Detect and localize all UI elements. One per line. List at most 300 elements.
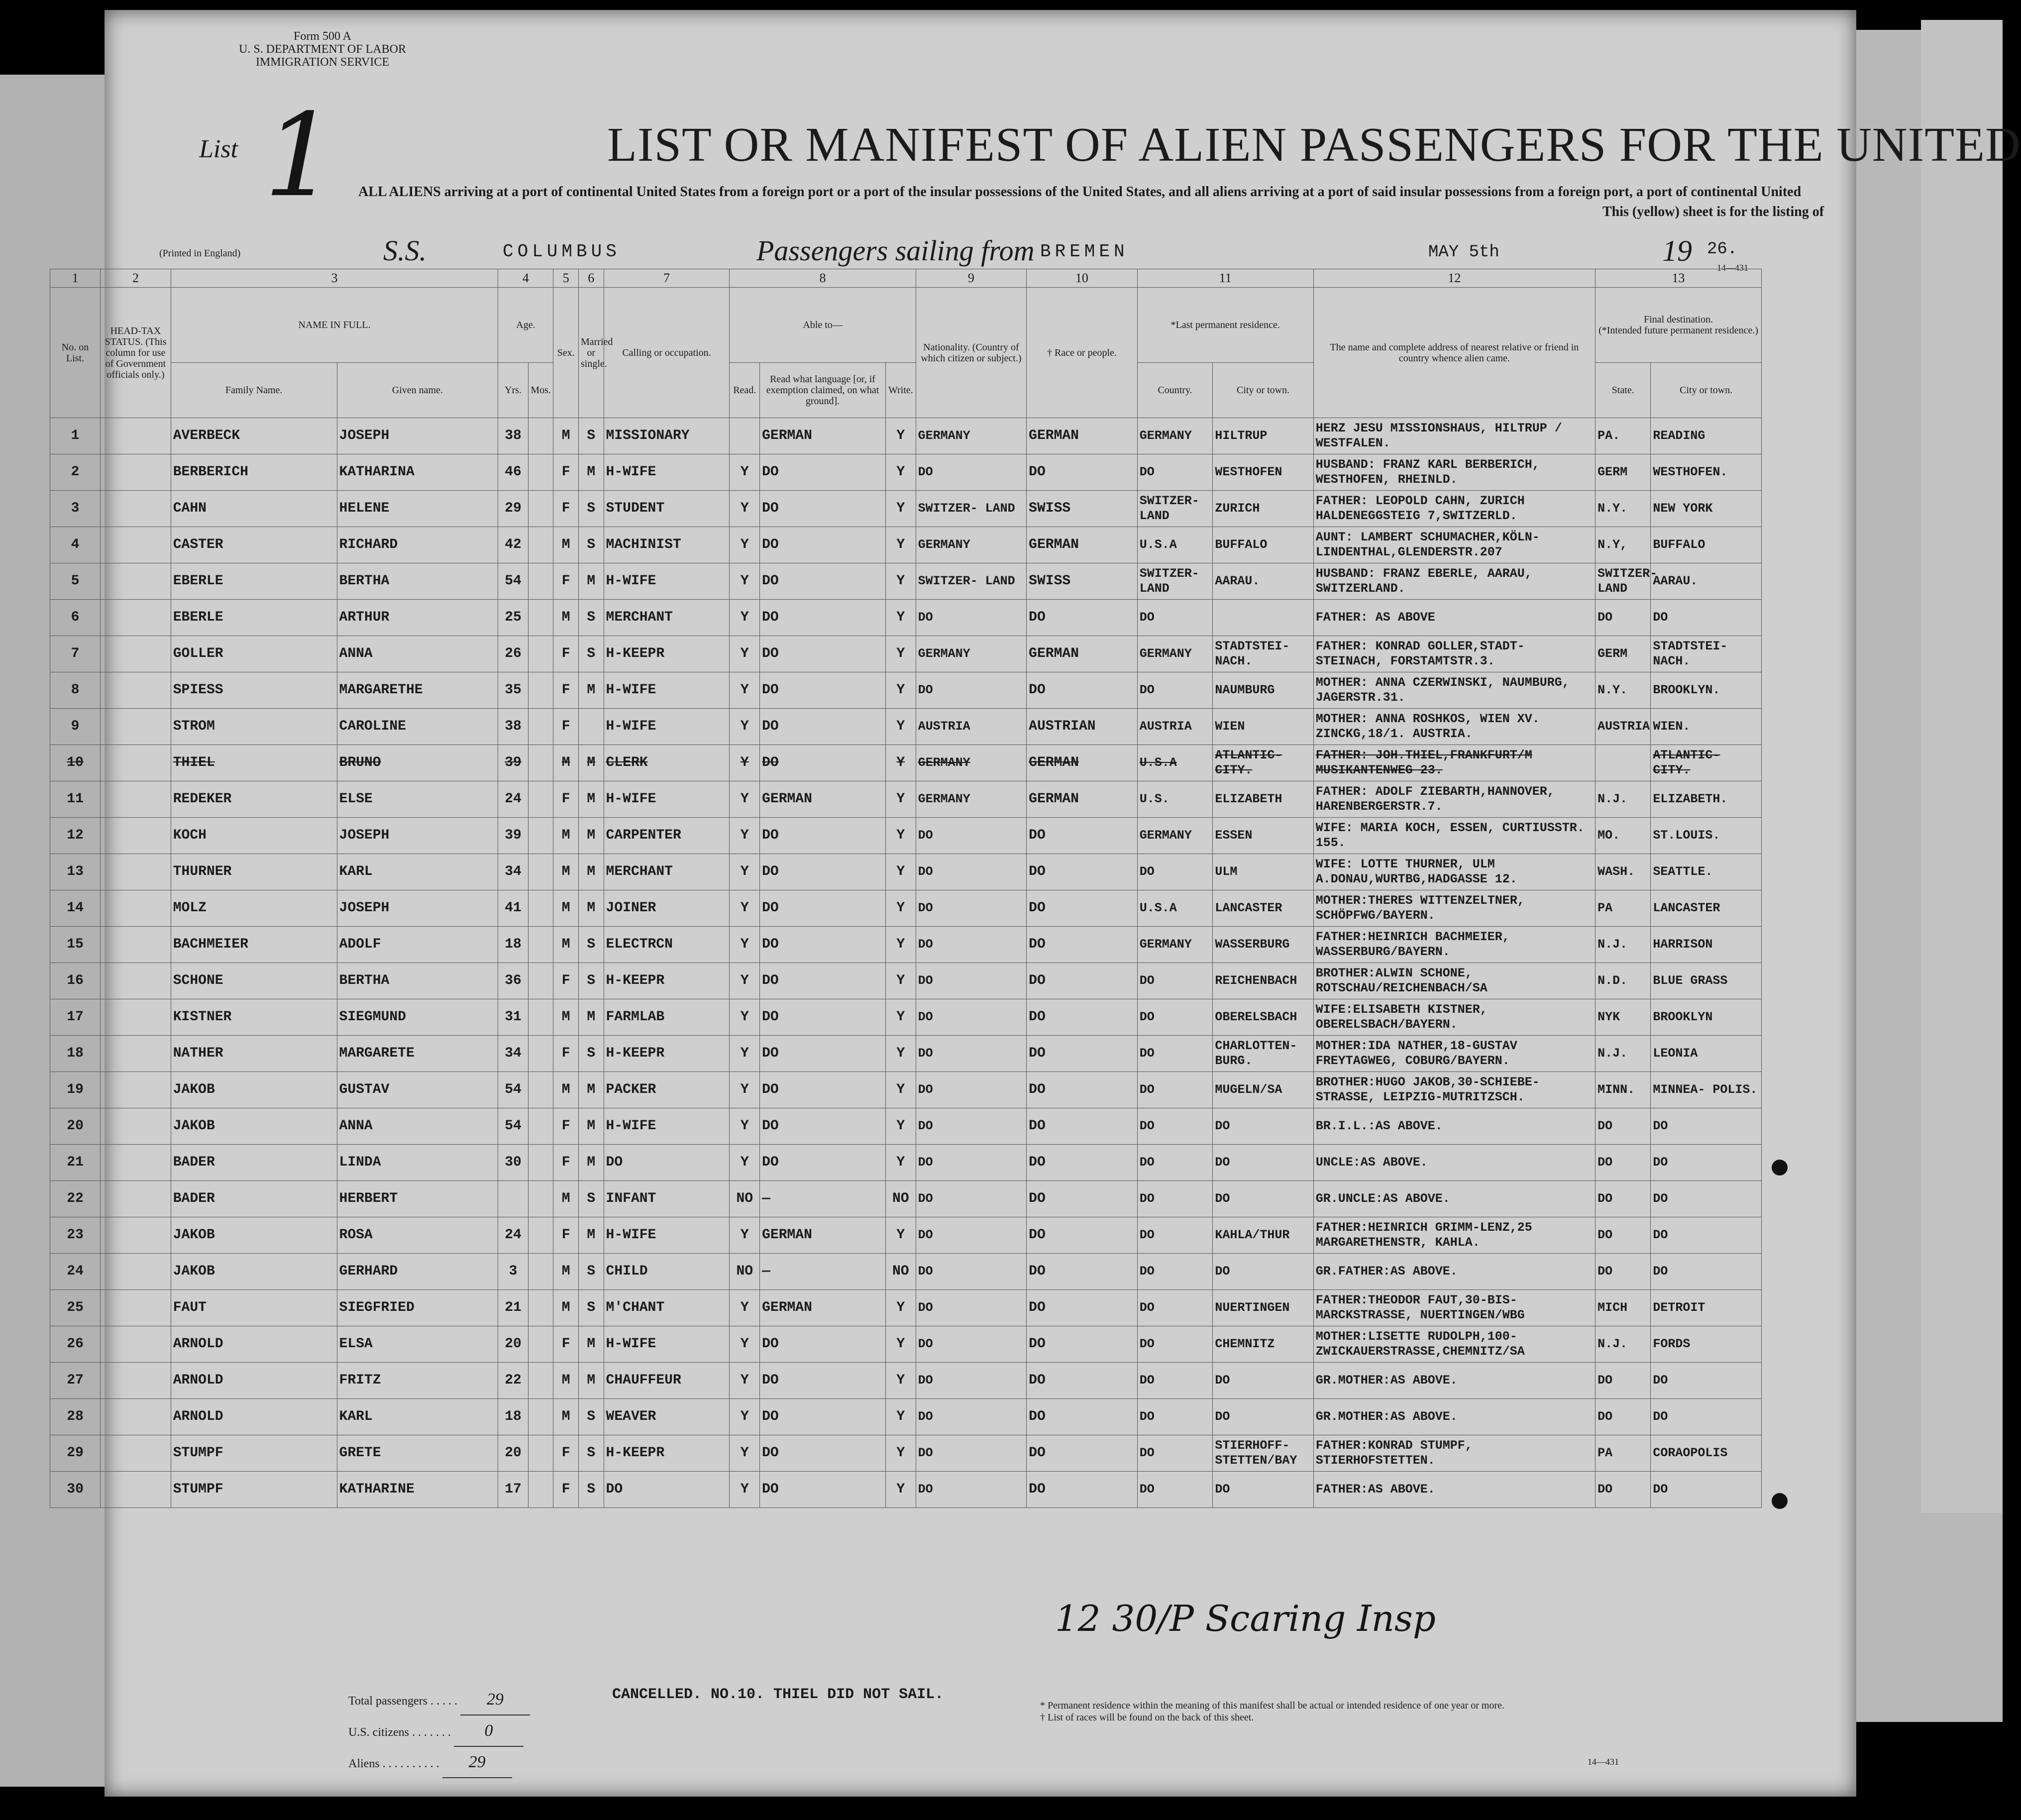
race: DO [1027,963,1138,999]
residence-country: DO [1137,600,1213,636]
nationality: DO [916,1435,1027,1472]
occupation: H-WIFE [604,1217,730,1254]
nationality: DO [916,1326,1027,1363]
table-row [50,745,1762,781]
read-language: GERMAN [760,1290,886,1326]
can-write: Y [885,999,916,1036]
row-number: 29 [50,1435,101,1472]
nationality: DO [916,1254,1027,1290]
can-read: Y [730,999,760,1036]
sex: F [553,454,579,491]
head-tax-cell [101,1036,171,1072]
race: AUSTRIAN [1027,709,1138,745]
given-name: MARGARETHE [337,672,498,709]
row-number: 18 [50,1036,101,1072]
given-name: JOSEPH [337,818,498,854]
nationality: DO [916,1145,1027,1181]
final-destination-label: Final destination. [1644,314,1713,325]
residence-city: OBERELSBACH [1213,999,1313,1036]
residence-country: U.S. [1137,781,1213,818]
can-write: Y [885,672,916,709]
destination-state: DO [1596,1108,1651,1145]
read-language: DO [760,563,886,600]
table-row [50,1290,1762,1326]
given-name: KARL [337,1399,498,1435]
nearest-relative: MOTHER:THERES WITTENZELTNER, SCHÖPFWG/BAYERN. [1313,890,1595,927]
head-tax-cell [101,818,171,854]
age-years: 18 [498,1399,529,1435]
header-race: † Race or people. [1027,288,1138,418]
read-language: DO [760,1108,886,1145]
aliens-line: Aliens . . . . . . . . . . 29 [348,1747,530,1779]
race: GERMAN [1027,418,1138,454]
residence-city: ELIZABETH [1213,781,1313,818]
col-num-5: 5 [553,269,579,288]
residence-country: GERMANY [1137,927,1213,963]
residence-country: DO [1137,1472,1213,1508]
residence-country: GERMANY [1137,818,1213,854]
residence-city: NAUMBURG [1213,672,1313,709]
head-tax-cell [101,1363,171,1399]
sex: M [553,890,579,927]
row-number: 28 [50,1399,101,1435]
read-language: DO [760,527,886,563]
read-language: — [760,1254,886,1290]
age-months [528,818,553,854]
can-read: Y [730,600,760,636]
residence-country: GERMANY [1137,418,1213,454]
age-months [528,1072,553,1108]
marital-status: S [578,963,604,999]
head-tax-cell [101,1108,171,1145]
family-name: STUMPF [171,1472,337,1508]
nationality: DO [916,1036,1027,1072]
marital-status: M [578,999,604,1036]
nearest-relative: FATHER: LEOPOLD CAHN, ZURICH HALDENEGGSTEIG 7,SWITZERLD. [1313,491,1595,527]
can-read: Y [730,672,760,709]
nationality: AUSTRIA [916,709,1027,745]
family-name: JAKOB [171,1072,337,1108]
marital-status: M [578,1145,604,1181]
family-name: FAUT [171,1290,337,1326]
row-number: 2 [50,454,101,491]
occupation: DO [604,1145,730,1181]
occupation: MACHINIST [604,527,730,563]
residence-city: WASSERBURG [1213,927,1313,963]
destination-city: LEONIA [1651,1036,1762,1072]
header-nationality: Nationality. (Country of which citizen or subject.) [916,288,1027,418]
can-read: Y [730,491,760,527]
row-number: 22 [50,1181,101,1217]
occupation: H-KEEPR [604,1435,730,1472]
ship-name: COLUMBUS [503,241,621,262]
family-name: BACHMEIER [171,927,337,963]
race: DO [1027,1036,1138,1072]
family-name: SCHONE [171,963,337,999]
destination-state: GERM [1596,636,1651,672]
occupation: DO [604,1472,730,1508]
row-number: 5 [50,563,101,600]
destination-state: N.J. [1596,927,1651,963]
passenger-table [50,269,1762,1508]
table-row [50,491,1762,527]
occupation: H-KEEPR [604,963,730,999]
can-write: Y [885,963,916,999]
race: DO [1027,1363,1138,1399]
marital-status: M [578,818,604,854]
residence-city: NUERTINGEN [1213,1290,1313,1326]
nationality: GERMANY [916,745,1027,781]
table-row [50,1326,1762,1363]
age-years: 54 [498,563,529,600]
family-name: THIEL [171,745,337,781]
sex: M [553,1254,579,1290]
column-number-row [50,269,1762,288]
destination-state: MO. [1596,818,1651,854]
nationality: DO [916,600,1027,636]
destination-city: AARAU. [1651,563,1762,600]
can-read: Y [730,927,760,963]
us-citizens-value: 0 [454,1716,524,1747]
race: DO [1027,1326,1138,1363]
nearest-relative: MOTHER: ANNA CZERWINSKI, NAUMBURG, JAGERSTR.31. [1313,672,1595,709]
family-name: AVERBECK [171,418,337,454]
occupation: H-KEEPR [604,636,730,672]
header-head-tax: HEAD-TAX STATUS. (This column for use of Government officials only.) [101,288,171,418]
age-months [528,1145,553,1181]
header-write: Write. [885,363,916,418]
given-name: JOSEPH [337,418,498,454]
total-passengers-label: Total passengers [348,1695,427,1708]
nearest-relative: GR.MOTHER:AS ABOVE. [1313,1399,1595,1435]
race: GERMAN [1027,745,1138,781]
can-write: Y [885,1290,916,1326]
destination-city: DO [1651,1108,1762,1145]
head-tax-cell [101,672,171,709]
family-name: EBERLE [171,600,337,636]
given-name: GRETE [337,1435,498,1472]
header-no-on-list: No. on List. [50,288,101,418]
nearest-relative: GR.UNCLE:AS ABOVE. [1313,1181,1595,1217]
age-months [528,1326,553,1363]
destination-state: DO [1596,1181,1651,1217]
destination-city: BROOKLYN [1651,999,1762,1036]
can-read: Y [730,1072,760,1108]
destination-state: N.D. [1596,963,1651,999]
us-citizens-line: U.S. citizens . . . . . . . 0 [348,1716,530,1747]
race: DO [1027,1399,1138,1435]
marital-status: S [578,1181,604,1217]
destination-city: DO [1651,1472,1762,1508]
read-language: GERMAN [760,1217,886,1254]
nearest-relative: FATHER: AS ABOVE [1313,600,1595,636]
can-read: Y [730,1217,760,1254]
can-read: Y [730,1472,760,1508]
table-row [50,1363,1762,1399]
marital-status: M [578,1108,604,1145]
age-years: 17 [498,1472,529,1508]
sex: F [553,563,579,600]
can-write: Y [885,1217,916,1254]
year-suffix: 26. [1707,240,1738,259]
destination-state: GERM [1596,454,1651,491]
header-family-name: Family Name. [171,363,337,418]
departure-port: BREMEN [1040,241,1129,262]
sex: F [553,1435,579,1472]
destination-city: SEATTLE. [1651,854,1762,890]
can-write: Y [885,818,916,854]
residence-city: CHEMNITZ [1213,1326,1313,1363]
sex: M [553,1290,579,1326]
form-number: Form 500 A [293,30,351,43]
read-language: DO [760,818,886,854]
occupation: STUDENT [604,491,730,527]
row-number: 9 [50,709,101,745]
list-label: List [199,135,238,163]
read-language: — [760,1181,886,1217]
destination-state: N.Y, [1596,527,1651,563]
read-language: DO [760,963,886,999]
sex: F [553,781,579,818]
row-number: 26 [50,1326,101,1363]
can-read: Y [730,1326,760,1363]
age-months [528,963,553,999]
head-tax-cell [101,1217,171,1254]
row-number: 24 [50,1254,101,1290]
age-months [528,1181,553,1217]
header-able-to: Able to— [730,288,916,363]
marital-status: M [578,1326,604,1363]
occupation: WEAVER [604,1399,730,1435]
table-row [50,1254,1762,1290]
read-language: DO [760,999,886,1036]
age-months [528,563,553,600]
table-row [50,927,1762,963]
age-months [528,890,553,927]
residence-city: ULM [1213,854,1313,890]
can-read: Y [730,1435,760,1472]
department-name: U. S. DEPARTMENT OF LABOR [239,43,406,56]
nearest-relative: HERZ JESU MISSIONSHAUS, HILTRUP / WESTFALEN. [1313,418,1595,454]
family-name: MOLZ [171,890,337,927]
nearest-relative: MOTHER:LISETTE RUDOLPH,100- ZWICKAUERSTRASSE,CHEMNITZ/SA [1313,1326,1595,1363]
family-name: CAHN [171,491,337,527]
col-num-2: 2 [101,269,171,288]
read-language: DO [760,890,886,927]
given-name: MARGARETE [337,1036,498,1072]
age-months [528,999,553,1036]
col-num-4: 4 [498,269,553,288]
table-row [50,672,1762,709]
race: GERMAN [1027,781,1138,818]
sex: F [553,1145,579,1181]
age-years: 38 [498,709,529,745]
can-write: Y [885,1036,916,1072]
residence-city: WESTHOFEN [1213,454,1313,491]
family-name: JAKOB [171,1254,337,1290]
race: DO [1027,999,1138,1036]
read-language: DO [760,709,886,745]
read-language: DO [760,1326,886,1363]
occupation: CHILD [604,1254,730,1290]
nationality: DO [916,1399,1027,1435]
nationality: SWITZER- LAND [916,563,1027,600]
table-row [50,1108,1762,1145]
residence-city: DO [1213,1145,1313,1181]
table-row [50,1399,1762,1435]
residence-country: DO [1137,1108,1213,1145]
table-row [50,1072,1762,1108]
occupation: M'CHANT [604,1290,730,1326]
family-name: JAKOB [171,1217,337,1254]
marital-status: M [578,890,604,927]
age-months [528,636,553,672]
family-name: EBERLE [171,563,337,600]
final-destination-note: (*Intended future permanent residence.) [1598,325,1759,336]
family-name: CASTER [171,527,337,563]
destination-state: PA [1596,1435,1651,1472]
head-tax-cell [101,527,171,563]
can-write: Y [885,781,916,818]
read-language: DO [760,636,886,672]
header-relative: The name and complete address of nearest relative or friend in country whence alien came. [1313,288,1595,418]
given-name: SIEGMUND [337,999,498,1036]
header-yrs: Yrs. [498,363,529,418]
age-years: 22 [498,1363,529,1399]
head-tax-cell [101,1472,171,1508]
nearest-relative: WIFE: MARIA KOCH, ESSEN, CURTIUSSTR. 155. [1313,818,1595,854]
residence-city: MUGELN/SA [1213,1072,1313,1108]
residence-city: STIERHOFF- STETTEN/BAY [1213,1435,1313,1472]
residence-city: ATLANTIC- CITY. [1213,745,1313,781]
can-write: NO [885,1254,916,1290]
nearest-relative: WIFE: LOTTE THURNER, ULM A.DONAU,WURTBG,HADGASSE 12. [1313,854,1595,890]
given-name: KATHARINE [337,1472,498,1508]
age-years: 3 [498,1254,529,1290]
race: GERMAN [1027,636,1138,672]
family-name: STUMPF [171,1435,337,1472]
sailing-label: Passengers sailing from [756,234,1035,267]
marital-status: S [578,418,604,454]
can-read [730,418,760,454]
service-name: IMMIGRATION SERVICE [255,56,390,69]
marital-status: M [578,672,604,709]
age-years: 25 [498,600,529,636]
row-number: 7 [50,636,101,672]
sex: F [553,1217,579,1254]
sex: M [553,1399,579,1435]
marital-status: S [578,491,604,527]
row-number: 23 [50,1217,101,1254]
age-months [528,781,553,818]
table-row [50,781,1762,818]
form-header [239,30,406,69]
can-read: Y [730,781,760,818]
marital-status: M [578,854,604,890]
age-months [528,1435,553,1472]
destination-state: N.J. [1596,1326,1651,1363]
col-num-10: 10 [1027,269,1138,288]
age-years: 18 [498,927,529,963]
col-num-3: 3 [171,269,498,288]
header-country: Country. [1137,363,1213,418]
can-write: Y [885,418,916,454]
family-name: STROM [171,709,337,745]
can-write: Y [885,563,916,600]
table-row [50,418,1762,454]
nearest-relative: MOTHER: ANNA ROSHKOS, WIEN XV. ZINCKG,18/1. AUSTRIA. [1313,709,1595,745]
nationality: DO [916,890,1027,927]
can-write: Y [885,1363,916,1399]
destination-state: SWITZER- LAND [1596,563,1651,600]
race: DO [1027,854,1138,890]
family-name: BADER [171,1145,337,1181]
nationality: DO [916,999,1027,1036]
row-number: 12 [50,818,101,854]
page-subtitle-2: This (yellow) sheet is for the listing of [1602,204,1824,219]
age-years: 39 [498,745,529,781]
row-number: 6 [50,600,101,636]
destination-city: ELIZABETH. [1651,781,1762,818]
residence-country: AUSTRIA [1137,709,1213,745]
destination-city: DO [1651,1181,1762,1217]
residence-country: DO [1137,1036,1213,1072]
residence-city: WIEN [1213,709,1313,745]
row-number: 11 [50,781,101,818]
header-city: City or town. [1213,363,1313,418]
race: DO [1027,927,1138,963]
marital-status: M [578,1363,604,1399]
total-passengers-line: Total passengers . . . . . 29 [348,1685,530,1716]
residence-city: DO [1213,1181,1313,1217]
row-number: 21 [50,1145,101,1181]
residence-country: U.S.A [1137,890,1213,927]
residence-city [1213,600,1313,636]
head-tax-cell [101,563,171,600]
residence-country: DO [1137,1254,1213,1290]
age-years: 29 [498,491,529,527]
nearest-relative: AUNT: LAMBERT SCHUMACHER,KÖLN- LINDENTHAL,GLENDERSTR.207 [1313,527,1595,563]
nationality: DO [916,1181,1027,1217]
can-write: Y [885,890,916,927]
row-number: 20 [50,1108,101,1145]
nearest-relative: FATHER:KONRAD STUMPF, STIERHOFSTETTEN. [1313,1435,1595,1472]
age-years: 31 [498,999,529,1036]
can-write: Y [885,454,916,491]
destination-city: CORAOPOLIS [1651,1435,1762,1472]
sex: M [553,1363,579,1399]
can-read: Y [730,963,760,999]
nationality: DO [916,1072,1027,1108]
printed-in-note: (Printed in England) [159,248,241,259]
nationality: DO [916,672,1027,709]
destination-state [1596,745,1651,781]
head-tax-cell [101,745,171,781]
occupation: H-WIFE [604,672,730,709]
given-name: KATHARINA [337,454,498,491]
race: DO [1027,1181,1138,1217]
col-num-8: 8 [730,269,916,288]
sex: F [553,1472,579,1508]
head-tax-cell [101,1399,171,1435]
table-row [50,454,1762,491]
footnote-residence: * Permanent residence within the meaning of this manifest shall be actual or intended residence of one year or more. [1040,1700,1505,1711]
occupation: H-WIFE [604,563,730,600]
read-language: DO [760,927,886,963]
col-num-1: 1 [50,269,101,288]
binder-hole [1772,1160,1788,1176]
residence-country: DO [1137,999,1213,1036]
